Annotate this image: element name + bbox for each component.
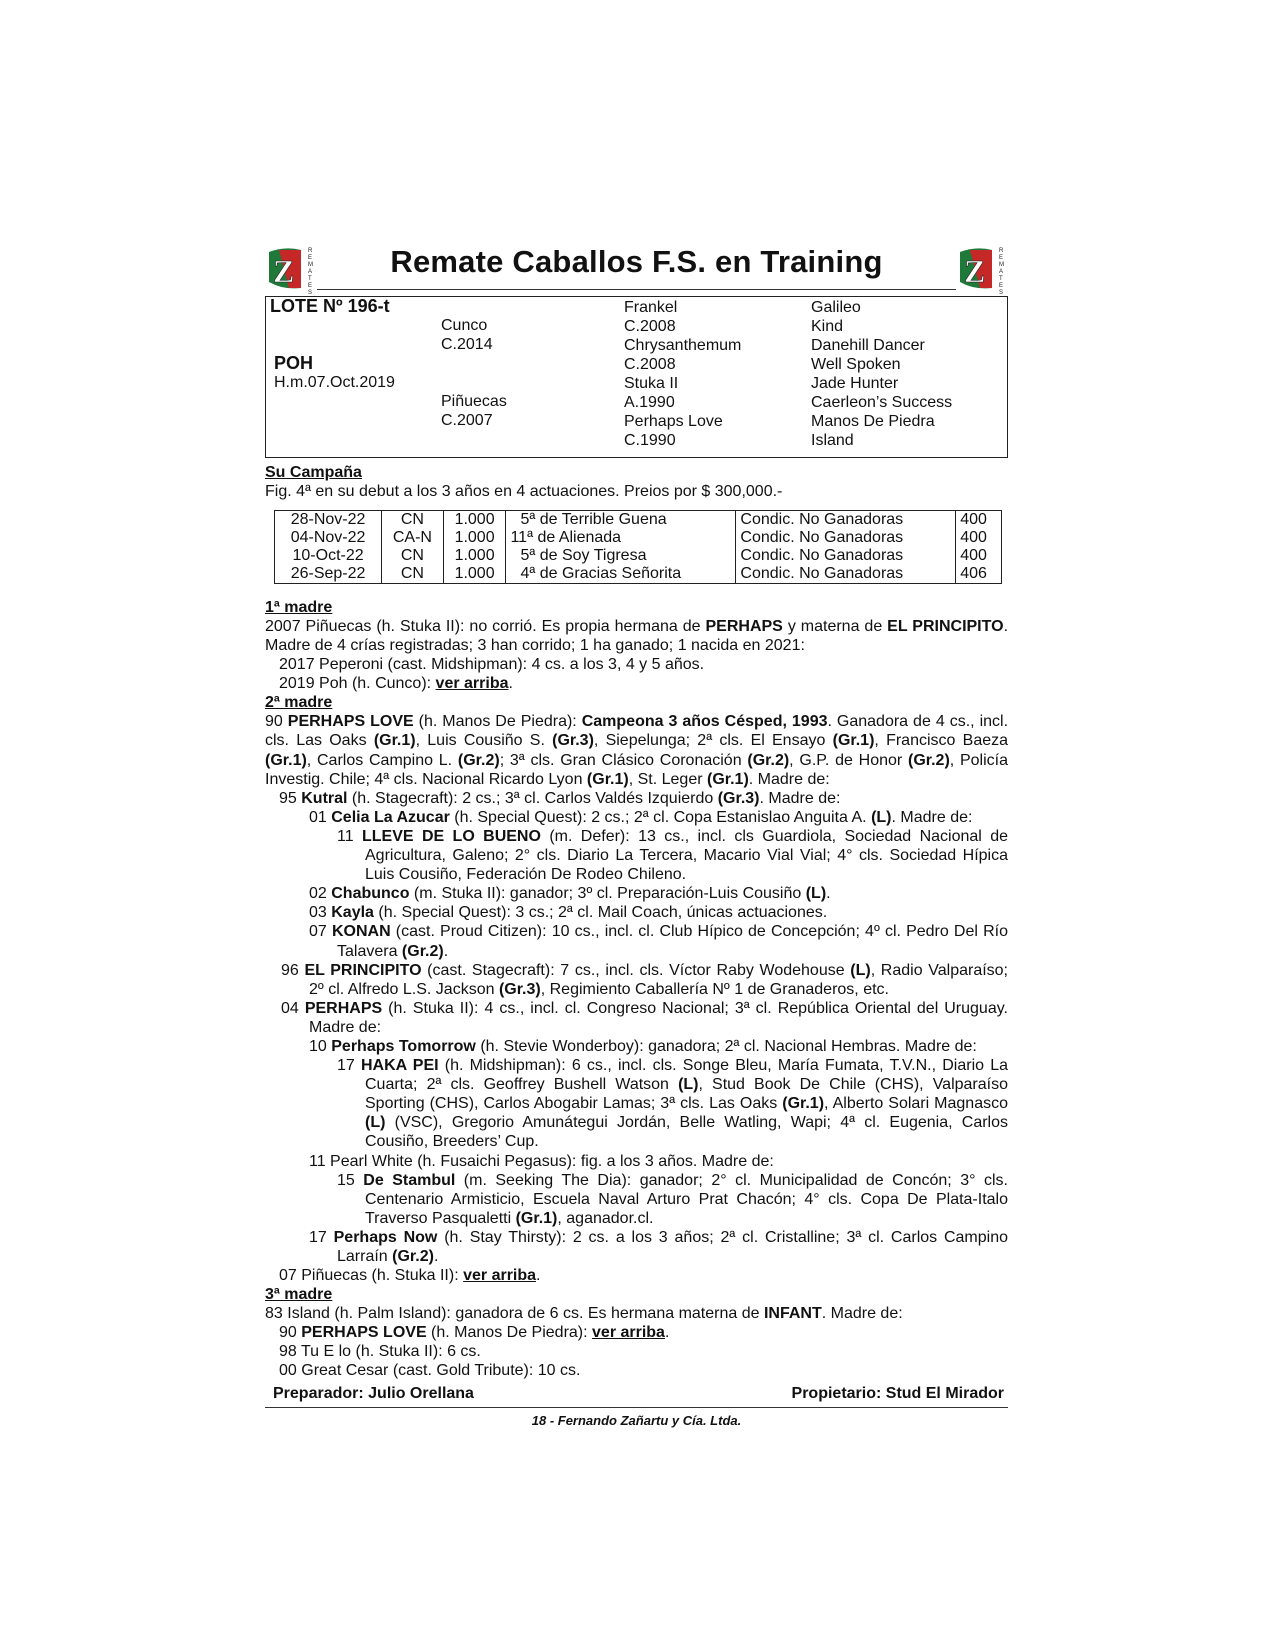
- produce-entry: 07 Piñuecas (h. Stuka II): ver arriba.: [279, 1267, 541, 1285]
- produce-entry: 11 Pearl White (h. Fusaichi Pegasus): fig. a los 3 años. Madre de:: [309, 1152, 774, 1170]
- footer-divider: [265, 1407, 1008, 1408]
- bold-text: (Gr.1): [586, 770, 629, 788]
- zremates-logo-right: [956, 244, 1008, 296]
- produce-entry: 02 Chabunco (m. Stuka II): ganador; 3º cl. Preparación-Luis Cousiño (L).: [309, 885, 831, 903]
- race-track: CN: [382, 511, 444, 530]
- produce-entry: 98 Tu E lo (h. Stuka II): 6 cs.: [279, 1343, 481, 1361]
- race-value: 406: [956, 565, 1002, 584]
- bold-text: (Gr.2): [907, 751, 950, 769]
- gen3-entry: Frankel: [624, 299, 678, 316]
- gen3-entry: C.2008: [624, 356, 676, 373]
- bold-text: (Gr.3): [717, 789, 760, 807]
- bold-text: (Gr.2): [392, 1248, 434, 1265]
- bold-text: Perhaps Now: [333, 1228, 438, 1246]
- bold-text: (Gr.1): [373, 732, 416, 750]
- bold-text: HAKA PEI: [360, 1057, 439, 1075]
- race-condition: Condic. No Ganadoras: [736, 565, 956, 584]
- bold-text: Chabunco: [331, 885, 410, 903]
- svg-text:A: A: [999, 269, 1004, 275]
- gen3-entry: A.1990: [624, 394, 675, 411]
- race-row: [275, 529, 1002, 547]
- svg-text:M: M: [308, 262, 313, 268]
- svg-text:S: S: [999, 290, 1004, 296]
- dam-name: Piñuecas: [441, 393, 507, 410]
- produce-entry: 83 Island (h. Palm Island): ganadora de 6 cs. Es hermana materna de INFANT. Madre de:: [265, 1305, 903, 1323]
- produce-entry: 17 HAKA PEI (h. Midshipman): 6 cs., incl. cls. Songe Bleu, María Fumata, T.V.N., Diario La Cuarta; 2ª cls. Geoffrey Bushell Watson (L), Stud Book De Chile (CHS), Valparaíso Sporting (CHS), Carlos Abogabir Lamas; 3ª cls. Las Oaks (Gr.1), Alberto Solari Magnasco (L) (VSC), Gregorio Amunátegui Jordán, Belle Watling, Wapi; 4ª cl. Eugenia, Carlos Cousiño, Breeders’ Cup.: [337, 1057, 1009, 1151]
- svg-text:M: M: [999, 262, 1004, 268]
- race-row: [275, 565, 1002, 584]
- race-value: 400: [956, 511, 1002, 530]
- page-number: 18 - Fernando Zañartu y Cía. Ltda.: [531, 1412, 742, 1428]
- bold-text: Kutral: [301, 789, 348, 807]
- gen4-entry: Jade Hunter: [811, 375, 899, 392]
- zremates-logo: [265, 244, 317, 296]
- second-dam-heading: 2ª madre: [265, 694, 333, 712]
- bold-text: (Gr.2): [747, 751, 790, 769]
- horse-name: POH: [274, 353, 314, 373]
- svg-text:T: T: [999, 276, 1003, 282]
- produce-entry: 00 Great Cesar (cast. Gold Tribute): 10 cs.: [279, 1362, 581, 1380]
- bold-text: EL PRINCIPITO: [304, 961, 422, 979]
- bold-text: (Gr.1): [515, 1209, 558, 1227]
- svg-text:Z: Z: [273, 253, 295, 289]
- produce-entry: 90 PERHAPS LOVE (h. Manos De Piedra): ver arriba.: [279, 1324, 670, 1342]
- race-date: 28-Nov-22: [275, 511, 382, 530]
- bold-text: Celia La Azucar: [331, 808, 450, 826]
- bold-text: (Gr.1): [782, 1095, 825, 1113]
- lot-footer: [265, 1383, 1008, 1407]
- bold-text: (Gr.3): [552, 732, 594, 750]
- race-result: 5ª de Terrible Guena: [506, 511, 736, 530]
- svg-text:T: T: [308, 276, 312, 282]
- bold-text: LLEVE DE LO BUENO: [362, 827, 541, 845]
- bold-text: (Gr.3): [498, 980, 541, 998]
- race-distance: 1.000: [443, 529, 506, 547]
- produce-line: 2017 Peperoni (cast. Midshipman): 4 cs. a los 3, 4 y 5 años.: [279, 656, 705, 674]
- bold-text: PERHAPS LOVE: [301, 1324, 427, 1342]
- produce-entry: 04 PERHAPS (h. Stuka II): 4 cs., incl. cl. Congreso Nacional; 3ª cl. República Oriental del Uruguay. Madre de:: [281, 999, 1008, 1036]
- produce-text: .: [508, 675, 513, 693]
- dam-info: C.2007: [441, 412, 493, 429]
- bold-text: (Gr.1): [706, 770, 749, 788]
- bold-text: (L): [871, 808, 892, 826]
- bold-text: EL PRINCIPITO: [887, 618, 1004, 635]
- race-result: 11ª de Alienada: [506, 529, 736, 547]
- svg-text:E: E: [308, 283, 313, 289]
- race-date: 04-Nov-22: [275, 529, 382, 547]
- gen4-entry: Manos De Piedra: [811, 413, 935, 430]
- campaign-heading: Su Campaña: [265, 464, 362, 481]
- campaign-summary: Fig. 4ª en su debut a los 3 años en 4 actuaciones. Preios por $ 300,000.-: [265, 483, 783, 500]
- svg-text:R: R: [999, 248, 1004, 254]
- race-distance: 1.000: [443, 547, 506, 565]
- bold-text: PERHAPS: [705, 618, 783, 635]
- svg-text:E: E: [999, 255, 1004, 261]
- see-above-link[interactable]: ver arriba: [592, 1324, 665, 1342]
- bold-text: (Gr.1): [832, 732, 875, 750]
- second-dam-section: [265, 712, 1008, 1285]
- owner: Propietario: Stud El Mirador: [791, 1384, 1004, 1402]
- race-condition: Condic. No Ganadoras: [736, 511, 956, 530]
- produce-entry: 15 De Stambul (m. Seeking The Dia): ganador; 2° cl. Municipalidad de Concón; 3° cls. Centenario Armisticio, Escuela Naval Arturo Prat Chacón; 4° cls. Copa De Plata-Italo Traverso Pasqualetti (Gr.1), aganador.cl.: [337, 1171, 1009, 1227]
- gen4-entry: Island: [811, 432, 854, 449]
- produce-entry: 17 Perhaps Now (h. Stay Thirsty): 2 cs. a los 3 años; 2ª cl. Cristalline; 3ª cl. Carlos Campino Larraín (Gr.2).: [309, 1228, 1009, 1265]
- race-value: 400: [956, 547, 1002, 565]
- lot-number: LOTE Nº 196-t: [270, 296, 390, 316]
- produce-entry: 96 EL PRINCIPITO (cast. Stagecraft): 7 cs., incl. cls. Víctor Raby Wodehouse (L), Radio Valparaíso; 2º cl. Alfredo L.S. Jackson (Gr.3), Regimiento Caballería Nº 1 de Granaderos, etc.: [281, 961, 1009, 998]
- bold-text: (L): [805, 885, 827, 903]
- svg-text:A: A: [308, 269, 313, 275]
- horse-info: H.m.07.Oct.2019: [274, 374, 395, 391]
- bold-text: PERHAPS: [304, 999, 383, 1017]
- third-dam-section: [265, 1304, 1008, 1380]
- bold-text: Perhaps Tomorrow: [331, 1037, 476, 1055]
- race-distance: 1.000: [443, 511, 506, 530]
- produce-entry: 10 Perhaps Tomorrow (h. Stevie Wonderboy): ganadora; 2ª cl. Nacional Hembras. Madre de:: [309, 1037, 977, 1055]
- trainer: Preparador: Julio Orellana: [273, 1384, 474, 1402]
- bold-text: Kayla: [331, 904, 374, 922]
- page-header: [265, 240, 1008, 296]
- race-result: 5ª de Soy Tigresa: [506, 547, 736, 565]
- header-divider: [317, 289, 956, 290]
- race-distance: 1.000: [443, 565, 506, 584]
- race-track: CN: [382, 547, 444, 565]
- gen4-entry: Well Spoken: [811, 356, 901, 373]
- see-above-link[interactable]: ver arriba: [435, 675, 509, 693]
- bold-text: PERHAPS LOVE: [287, 713, 414, 731]
- bold-text: Campeona 3 años Césped, 1993: [581, 713, 828, 731]
- pedigree-box: [265, 296, 1008, 458]
- race-date: 10-Oct-22: [275, 547, 382, 565]
- race-track: CA-N: [382, 529, 444, 547]
- race-row: [275, 547, 1002, 565]
- produce-text: 2019 Poh (h. Cunco):: [279, 675, 436, 693]
- gen3-entry: C.1990: [624, 432, 676, 449]
- produce-entry: 11 LLEVE DE LO BUENO (m. Defer): 13 cs., incl. cls Guardiola, Sociedad Nacional de Agricultura, Galeno; 2° cls. Diario La Tercera, Macario Vial Vial; 4° cls. Sociedad Hípica Luis Cousiño, Federación De Rodeo Chileno.: [337, 827, 1009, 884]
- bold-text: (Gr.2): [457, 751, 500, 769]
- see-above-link[interactable]: ver arriba: [463, 1267, 537, 1285]
- sire-info: C.2014: [441, 336, 493, 353]
- race-result: 4ª de Gracias Señorita: [506, 565, 736, 584]
- svg-text:R: R: [308, 248, 313, 254]
- bold-text: De Stambul: [363, 1171, 456, 1189]
- race-condition: Condic. No Ganadoras: [736, 547, 956, 565]
- svg-text:E: E: [308, 255, 313, 261]
- bold-text: (L): [678, 1076, 699, 1094]
- race-track: CN: [382, 565, 444, 584]
- race-row: [275, 511, 1002, 530]
- bold-text: KONAN: [331, 923, 391, 941]
- catalog-page: [265, 240, 1008, 1428]
- gen4-entry: Galileo: [811, 299, 861, 316]
- produce-entry: 95 Kutral (h. Stagecraft): 2 cs.; 3ª cl. Carlos Valdés Izquierdo (Gr.3). Madre de:: [279, 789, 841, 807]
- page-title: Remate Caballos F.S. en Training: [390, 244, 883, 279]
- produce-line: [265, 674, 1008, 693]
- svg-text:Z: Z: [964, 253, 986, 289]
- race-date: 26-Sep-22: [275, 565, 382, 584]
- gen3-entry: Stuka II: [624, 375, 679, 392]
- produce-entry: 01 Celia La Azucar (h. Special Quest): 2 cs.; 2ª cl. Copa Estanislao Anguita A. (L). Madre de:: [309, 808, 973, 826]
- third-dam-heading: 3ª madre: [265, 1286, 333, 1304]
- bold-text: (L): [365, 1114, 386, 1132]
- produce-entry: 03 Kayla (h. Special Quest): 3 cs.; 2ª cl. Mail Coach, únicas actuaciones.: [309, 904, 828, 922]
- bold-text: (L): [850, 961, 871, 979]
- gen4-entry: Danehill Dancer: [811, 337, 925, 354]
- gen3-entry: Perhaps Love: [624, 413, 723, 430]
- gen4-entry: Kind: [811, 318, 844, 335]
- race-table: [274, 510, 1002, 584]
- race-condition: Condic. No Ganadoras: [736, 529, 956, 547]
- svg-text:S: S: [308, 290, 313, 296]
- gen3-entry: Chrysanthemum: [624, 337, 742, 354]
- bold-text: (Gr.2): [401, 942, 444, 960]
- gen4-entry: Caerleon’s Success: [811, 394, 953, 411]
- race-value: 400: [956, 529, 1002, 547]
- first-dam-heading: 1ª madre: [265, 599, 333, 616]
- sire-name: Cunco: [441, 317, 488, 334]
- bold-text: INFANT: [763, 1305, 822, 1323]
- bold-text: (Gr.1): [265, 751, 307, 769]
- produce-entry: 07 KONAN (cast. Proud Citizen): 10 cs., incl. cl. Club Hípico de Concepción; 4º cl. Pedro Del Río Talavera (Gr.2).: [309, 923, 1008, 960]
- gen3-entry: C.2008: [624, 318, 676, 335]
- first-dam-paragraph: 2007 Piñuecas (h. Stuka II): no corrió. Es propia hermana de PERHAPS y materna de EL PRINCIPITO. Madre de 4 crías registradas; 3 han corrido; 1 ha ganado; 1 nacida en 2021:: [265, 618, 1009, 655]
- produce-entry: 90 PERHAPS LOVE (h. Manos De Piedra): Campeona 3 años Césped, 1993. Ganadora de 4 cs., incl. cls. Las Oaks (Gr.1), Luis Cousiño S. (Gr.3), Siepelunga; 2ª cls. El Ensayo (Gr.1), Francisco Baeza (Gr.1), Carlos Campino L. (Gr.2); 3ª cls. Gran Clásico Coronación (Gr.2), G.P. de Honor (Gr.2), Policía Investig. Chile; 4ª cls. Nacional Ricardo Lyon (Gr.1), St. Leger (Gr.1). Madre de:: [265, 713, 1009, 788]
- svg-text:E: E: [999, 283, 1004, 289]
